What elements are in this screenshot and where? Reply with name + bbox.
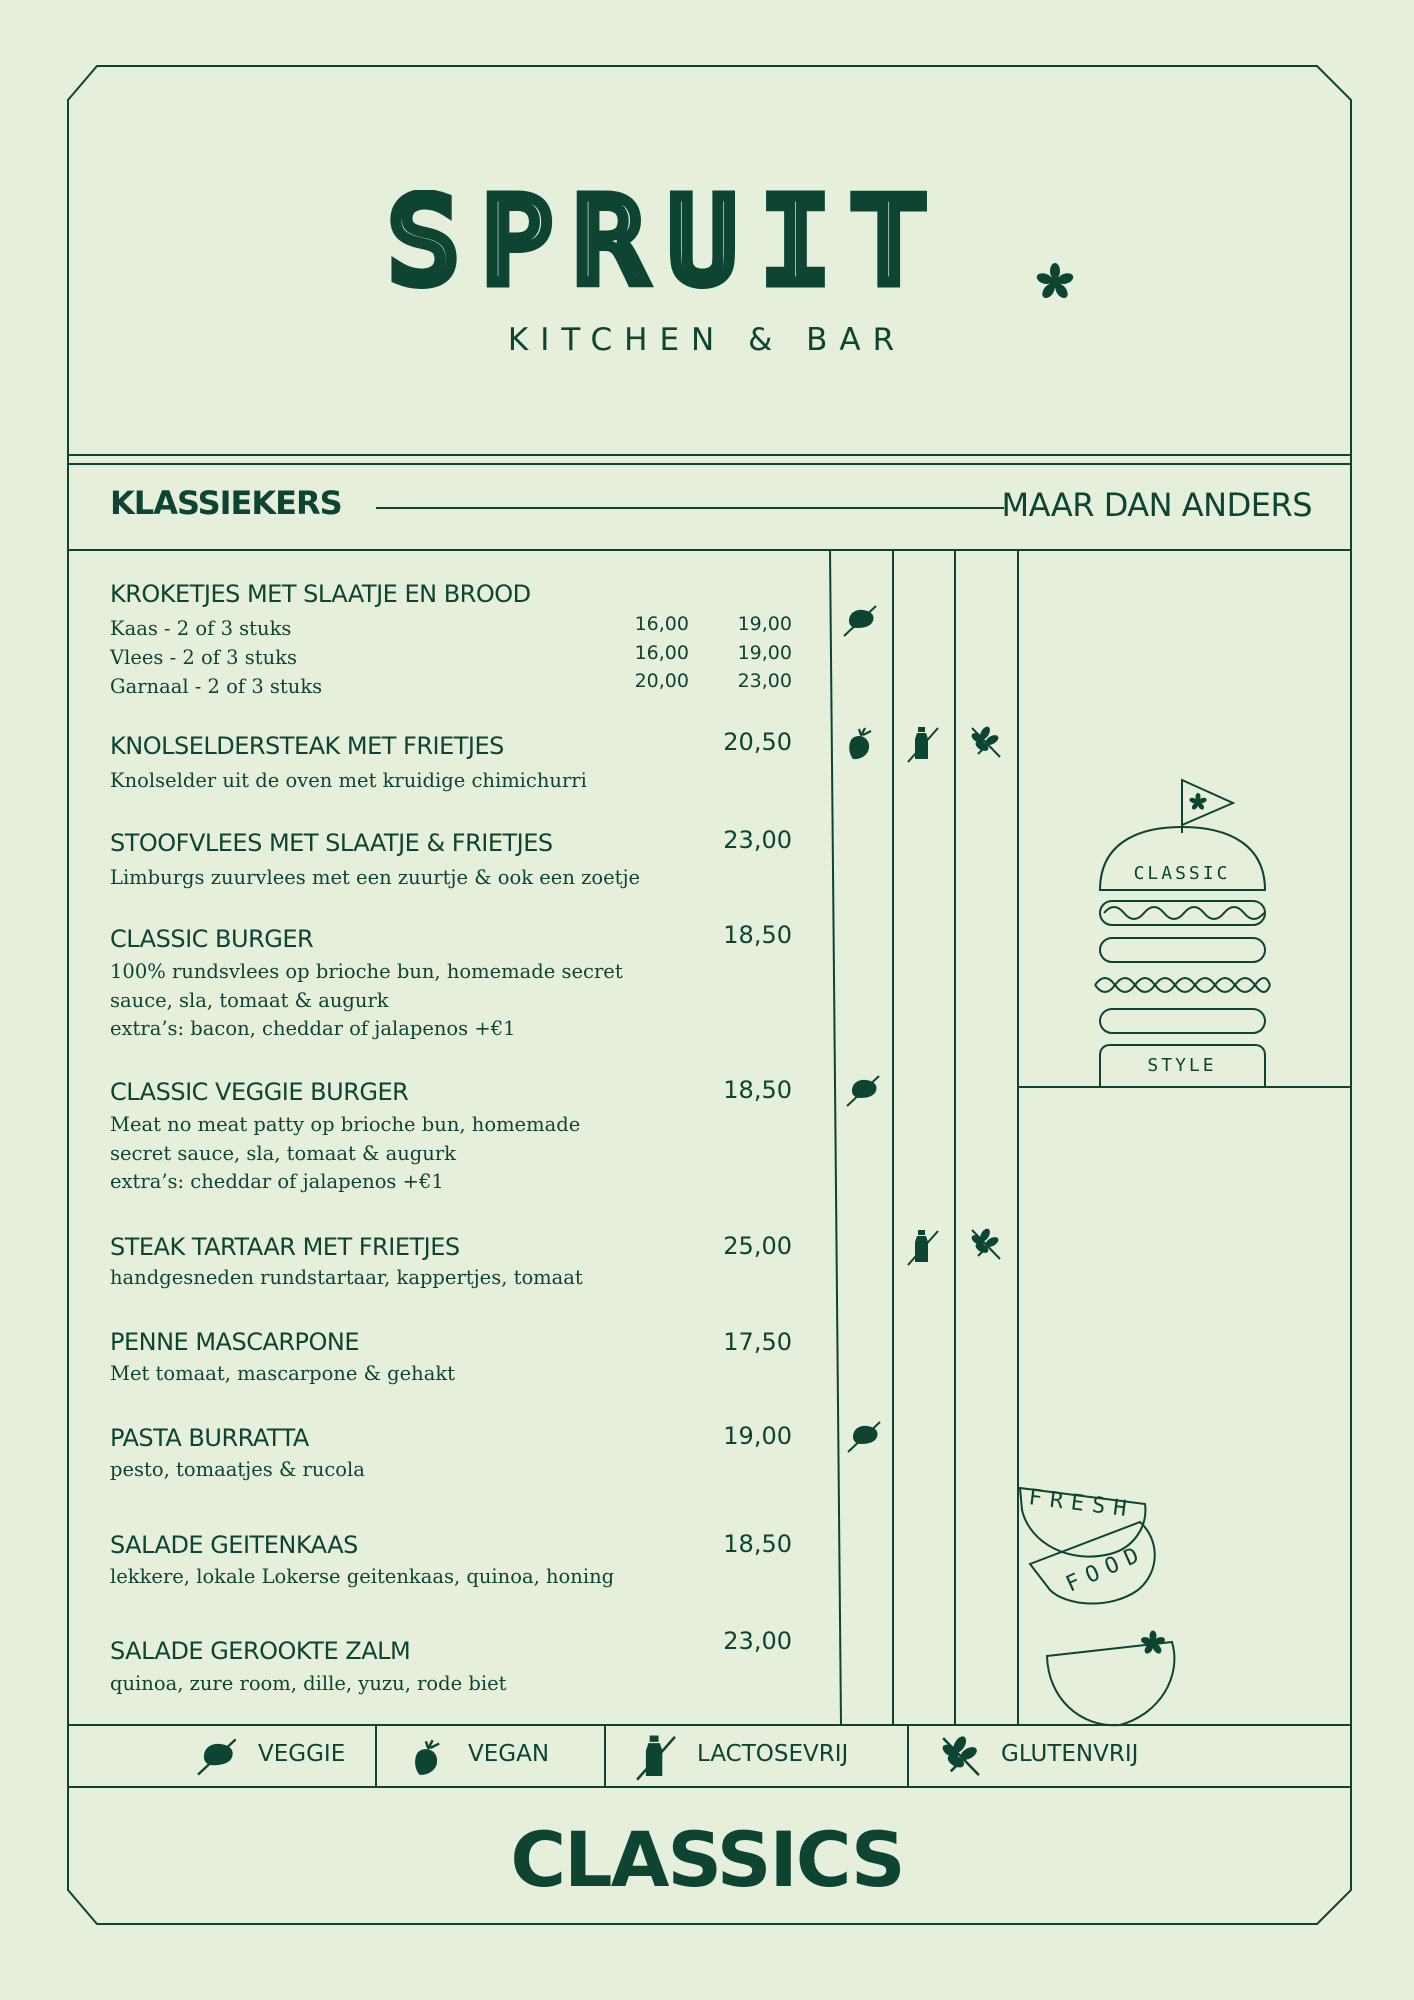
item-description: Knolselder uit de oven met kruidige chimichurri <box>110 769 587 792</box>
item-price: 19,00 <box>723 1422 792 1450</box>
item-description: pesto, tomaatjes & rucola <box>110 1458 365 1481</box>
burger-illustration <box>1090 775 1280 1090</box>
section-tagline: MAAR DAN ANDERS <box>1001 486 1312 524</box>
variant-price-3: 19,00 <box>737 642 792 664</box>
food-label: FOOD <box>1062 1540 1151 1598</box>
variant-name: Kaas - 2 of 3 stuks <box>110 617 292 640</box>
asterisk-icon <box>1140 1631 1166 1656</box>
legend-lactosevrij: LACTOSEVRIJ <box>697 1741 849 1767</box>
item-price: 25,00 <box>723 1232 792 1260</box>
logo-subtitle: KITCHEN & BAR <box>507 322 907 358</box>
veggie-icon <box>846 1074 882 1108</box>
item-price: 17,50 <box>723 1328 792 1356</box>
gluten-free-icon <box>968 1226 1004 1262</box>
section-title: KLASSIEKERS <box>110 484 342 522</box>
legend-veggie: VEGGIE <box>258 1741 346 1767</box>
logo <box>0 190 1414 304</box>
item-name: CLASSIC VEGGIE BURGER <box>110 1078 409 1106</box>
item-name: SALADE GEITENKAAS <box>110 1531 358 1559</box>
item-name: KNOLSELDERSTEAK MET FRIETJES <box>110 732 504 760</box>
lactose-free-icon <box>907 1228 939 1266</box>
variant-name: Garnaal - 2 of 3 stuks <box>110 675 323 698</box>
legend-vegan: VEGAN <box>468 1741 550 1767</box>
bowls-illustration <box>1010 1480 1210 1730</box>
svg-text:SPRUIT: SPRUIT <box>387 190 947 300</box>
gluten-free-icon <box>968 724 1004 760</box>
item-price: 23,00 <box>723 826 792 854</box>
item-description: quinoa, zure room, dille, yuzu, rode biet <box>110 1672 507 1695</box>
item-price: 18,50 <box>723 921 792 949</box>
asterisk-icon <box>1189 793 1208 811</box>
item-description: handgesneden rundstartaar, kappertjes, tomaat <box>110 1266 583 1289</box>
item-description: 100% rundsvlees op brioche bun, homemade secret sauce, sla, tomaat & augurk extra’s: bacon, cheddar of jalapenos +€1 <box>110 960 623 1040</box>
burger-bottom-label: STYLE <box>1147 1055 1217 1076</box>
fresh-label: FRESH <box>1027 1485 1136 1523</box>
logo-wordmark-image <box>327 190 1087 300</box>
vegan-icon <box>845 726 875 762</box>
item-name: STEAK TARTAAR MET FRIETJES <box>110 1233 460 1261</box>
item-description: lekkere, lokale Lokerse geitenkaas, quinoa, honing <box>110 1565 615 1588</box>
gluten-free-icon <box>938 1733 984 1779</box>
item-name: CLASSIC BURGER <box>110 925 314 953</box>
item-price: 20,50 <box>723 728 792 756</box>
asterisk-icon <box>1035 263 1074 300</box>
veggie-icon <box>196 1737 240 1777</box>
variant-price-3: 19,00 <box>737 613 792 635</box>
lactose-free-icon <box>634 1733 678 1781</box>
item-name: PENNE MASCARPONE <box>110 1328 360 1356</box>
legend-glutenvrij: GLUTENVRIJ <box>1001 1741 1139 1767</box>
footer-title: CLASSICS <box>510 1815 904 1904</box>
item-name: STOOFVLEES MET SLAATJE & FRIETJES <box>110 829 553 857</box>
variant-name: Vlees - 2 of 3 stuks <box>110 646 297 669</box>
item-name: SALADE GEROOKTE ZALM <box>110 1637 411 1665</box>
item-name: KROKETJES MET SLAATJE EN BROOD <box>110 580 531 608</box>
lactose-free-icon <box>907 725 939 763</box>
variant-price-3: 23,00 <box>737 670 792 692</box>
item-price: 18,50 <box>723 1076 792 1104</box>
item-description: Limburgs zuurvlees met een zuurtje & ook een zoetje <box>110 866 641 889</box>
variant-price-2: 16,00 <box>634 613 689 635</box>
burger-top-label: CLASSIC <box>1133 863 1231 884</box>
item-description: Met tomaat, mascarpone & gehakt <box>110 1362 456 1385</box>
item-price: 23,00 <box>723 1627 792 1655</box>
variant-price-2: 20,00 <box>634 670 689 692</box>
veggie-icon <box>843 604 879 638</box>
item-description: Meat no meat patty op brioche bun, homemade secret sauce, sla, tomaat & augurk extra’s: cheddar of jalapenos +€1 <box>110 1113 581 1193</box>
variant-price-2: 16,00 <box>634 642 689 664</box>
item-price: 18,50 <box>723 1530 792 1558</box>
item-name: PASTA BURRATTA <box>110 1424 309 1452</box>
veggie-icon <box>847 1420 883 1454</box>
vegan-icon <box>410 1738 444 1778</box>
